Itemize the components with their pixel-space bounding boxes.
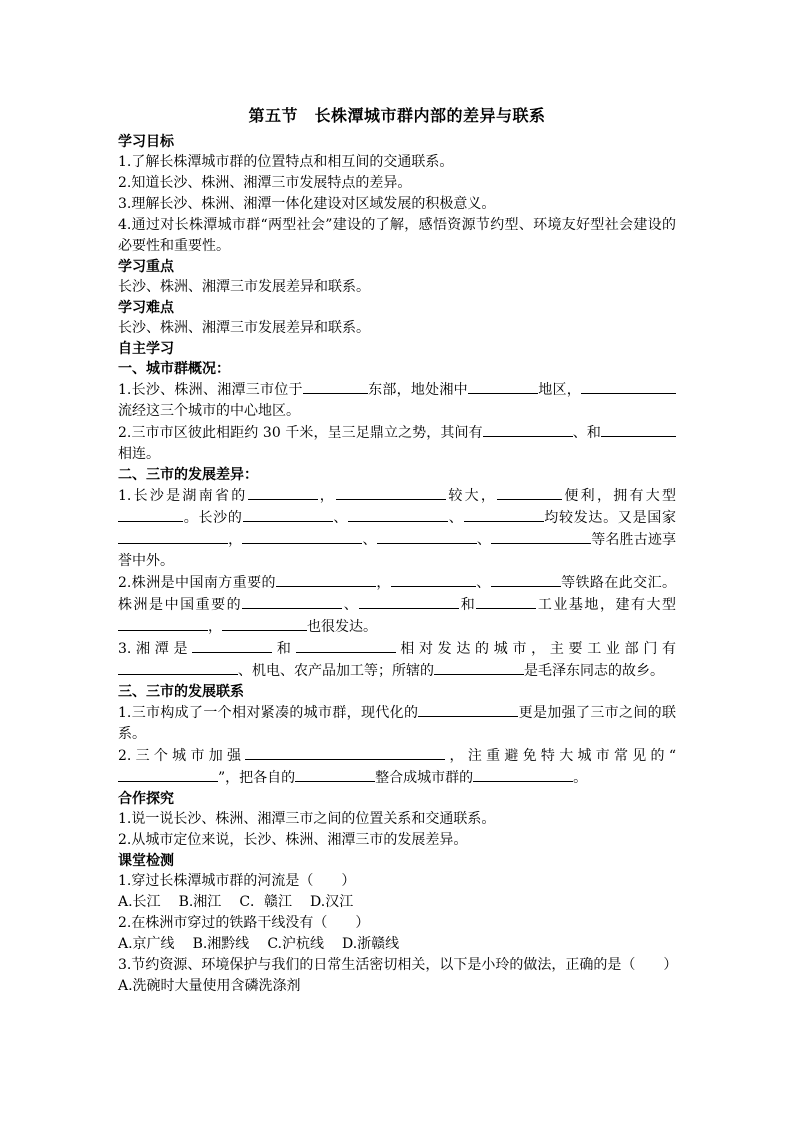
coop-item: 2.从城市定位来说，长沙、株洲、湘潭三市的发展差异。 [118,832,468,848]
section-3-heading: 三、三市的发展联系 [118,684,244,700]
option-c[interactable]: C.沪杭线 [267,936,324,952]
test-options [118,892,676,913]
answer-blank[interactable] [222,616,307,631]
option-a[interactable]: A.京广线 [118,936,175,952]
answer-blank[interactable] [243,507,333,522]
goals-heading: 学习目标 [118,134,174,150]
answer-blank[interactable] [491,529,591,544]
answer-blank[interactable] [276,572,376,587]
option-c[interactable]: C．赣江 [239,894,293,910]
answer-blank[interactable] [476,594,536,609]
answer-blank[interactable] [468,379,538,394]
answer-blank[interactable] [348,507,448,522]
answer-blank[interactable] [118,660,238,675]
goal-item: 1.了解长株潭城市群的位置特点和相互间的交通联系。 [118,154,454,170]
test-question: 2.在株洲市穿过的铁路干线没有（ ） [118,915,370,931]
key-points-text: 长沙、株洲、湘潭三市发展差异和联系。 [118,279,370,295]
test-question: 3.节约资源、环境保护与我们的日常生活密切相关，以下是小玲的做法，正确的是（ ） [118,957,678,973]
worksheet-page [118,104,676,997]
answer-blank[interactable] [192,638,272,653]
answer-blank[interactable] [296,638,396,653]
fill-question: 2.三个城市加强 ，注重避免特大城市常见的“”，把各自的 整合成城市群的 。 [118,745,676,789]
answer-blank[interactable] [303,379,368,394]
answer-blank[interactable] [491,572,561,587]
answer-blank[interactable] [483,422,573,437]
answer-blank[interactable] [434,660,524,675]
option-b[interactable]: B.湘黔线 [192,936,250,952]
answer-blank[interactable] [242,529,362,544]
section-2-heading: 二、三市的发展差异： [118,467,258,483]
key-points-heading: 学习重点 [118,259,174,275]
test-options [118,934,676,955]
fill-question: 3.湘潭是 和 相对发达的城市，主要工业部门有、机电、农产品加工等；所辖的 是毛泽东同志的故乡。 [118,638,676,682]
fill-question: 1.长沙是湖南省的 ， 较大， 便利，拥有大型。长沙的 、 、 均较发达。又是国家， 、 、 等名胜古迹享誉中外。 [118,485,676,572]
answer-blank[interactable] [359,594,459,609]
section-1-heading: 一、城市群概况： [118,361,230,377]
fill-question: 1.三市构成了一个相对紧凑的城市群，现代化的 更是加强了三市之间的联系。 [118,702,676,745]
answer-blank[interactable] [581,379,636,394]
answer-blank[interactable] [497,485,562,500]
option-b[interactable]: B.湘江 [178,894,222,910]
difficulties-text: 长沙、株洲、湘潭三市发展差异和联系。 [118,320,370,336]
option-a[interactable]: A.长江 [118,894,161,910]
answer-blank[interactable] [118,507,183,522]
coop-heading: 合作探究 [118,791,174,807]
answer-blank[interactable] [118,616,208,631]
test-heading: 课堂检测 [118,853,174,869]
answer-blank[interactable] [418,702,518,717]
self-study-heading: 自主学习 [118,341,174,357]
fill-question: 2.三市市区彼此相距约 30 千米，呈三足鼎立之势，其间有 、和相连。 [118,422,676,465]
answer-blank[interactable] [336,485,446,500]
fill-question: 2.株洲是中国南方重要的 ， 、 等铁路在此交汇。株洲是中国重要的 、 和 工业基地，建有大型， 也很发达。 [118,572,676,638]
answer-blank[interactable] [636,379,676,394]
answer-blank[interactable] [242,594,342,609]
answer-blank[interactable] [473,767,573,782]
answer-blank[interactable] [118,767,218,782]
answer-blank[interactable] [601,422,676,437]
answer-blank[interactable] [245,745,445,760]
answer-blank[interactable] [391,572,476,587]
option-d[interactable]: D.浙赣线 [341,936,400,952]
answer-blank[interactable] [295,767,375,782]
goal-item: 2.知道长沙、株洲、湘潭三市发展特点的差异。 [118,175,412,191]
option-d[interactable]: D.汉江 [310,894,354,910]
page-title: 第五节 长株潭城市群内部的差异与联系 [248,106,546,125]
answer-blank[interactable] [464,507,544,522]
answer-blank[interactable] [377,529,477,544]
test-question: 1.穿过长株潭城市群的河流是（ ） [118,873,356,889]
answer-blank[interactable] [118,529,228,544]
coop-item: 1.说一说长沙、株洲、湘潭三市之间的位置关系和交通联系。 [118,811,496,827]
difficulties-heading: 学习难点 [118,300,174,316]
option-a[interactable]: A.洗碗时大量使用含磷洗涤剂 [118,978,301,994]
fill-question: 1.长沙、株洲、湘潭三市位于 东部，地处湘中 地区，流经这三个城市的中心地区。 [118,379,676,422]
goal-item: 3.理解长沙、株洲、湘潭一体化建设对区域发展的积极意义。 [118,196,496,212]
goal-item: 4.通过对长株潭城市群“两型社会”建设的了解，感悟资源节约型、环境友好型社会建设的必要性和重要性。 [118,217,676,254]
answer-blank[interactable] [248,485,318,500]
